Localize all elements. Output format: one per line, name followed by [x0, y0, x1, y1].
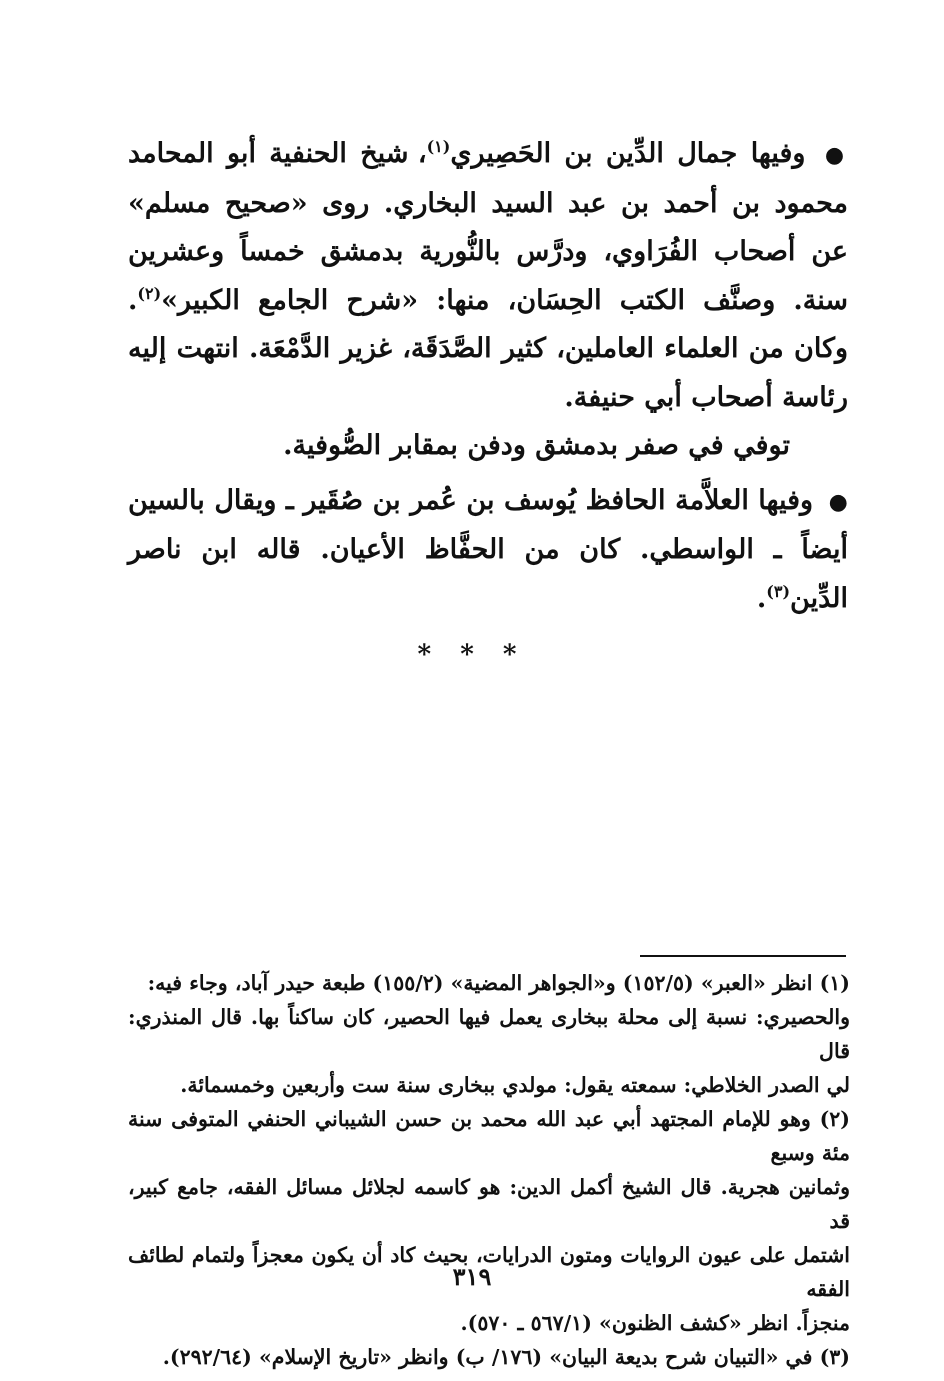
- footnote-1-line: والحصيري: نسبة إلى محلة ببخارى يعمل فيها الحصير، كان ساكناً بها. قال المنذري: قال: [128, 1005, 850, 1063]
- entry-text: وفيها العلاَّمة الحافظ يُوسف بن عُمر بن صُقَير ـ ويقال بالسين أيضاً ـ الواسطي. كان من الحفَّاظ الأعيان. قاله ابن ناصر الدِّين: [128, 484, 848, 614]
- footnote-2-line: (٢) وهو للإمام المجتهد أبي عبد الله محمد بن حسن الشيباني الحنفي المتوفى سنة مئة وسبع: [128, 1107, 850, 1165]
- section-separator: * * *: [417, 640, 527, 670]
- footnote-ref[interactable]: (١): [426, 137, 451, 156]
- bullet-icon: ●: [828, 488, 848, 515]
- entry-wasiti: [128, 477, 848, 624]
- main-text: [128, 130, 848, 623]
- entry-text-end: . وكان من العلماء العاملين، كثير الصَّدَقَة، غزير الدَّمْعَة. انتهت إليه رئاسة أصحاب أبي حنيفة.: [128, 284, 848, 413]
- bullet-icon: ●: [824, 142, 849, 168]
- footnote-2-line: منجزاً. انظر «كشف الظنون» (٥٦٧/١ ـ ٥٧٠).: [460, 1311, 850, 1335]
- footnote-divider: [640, 955, 846, 957]
- footnote-1-line: (١) انظر «العبر» (١٥٢/٥) و«الجواهر المضية» (١٥٥/٢) طبعة حيدر آباد، وجاء فيه:: [147, 971, 850, 995]
- footnote-2-line: وثمانين هجرية. قال الشيخ أكمل الدين: هو كاسمه لجلائل مسائل الفقه، جامع كبير، قد: [128, 1175, 850, 1233]
- entry-text-continued: ، شيخ الحنفية أبو المحامد محمود بن أحمد بن عبد السيد البخاري. روى «صحيح مسلم» عن أصحاب الفُرَاوي، ودرَّس بالنُّورية بدمشق خمساً وعشرين سنة. وصنَّف الكتب الحِسَان، منها: «شرح الجامع الكبير»: [128, 138, 848, 316]
- entry-hasiri: [128, 130, 848, 422]
- entry-text: وفيها جمال الدِّين بن الحَصِيري: [450, 138, 806, 169]
- page-number: ٣١٩: [452, 1262, 492, 1291]
- footnote-2-line: اشتمل على عيون الروايات ومتون الدرايات، بحيث كاد أن يكون معجزاً ولتمام لطائف الفقه: [128, 1243, 850, 1301]
- footnote-3-line: (٣) في «التبيان شرح بديعة البيان» (١٧٦/ ب) وانظر «تاريخ الإسلام» (٢٩٢/٦٤).: [162, 1345, 850, 1369]
- footnote-1-line: لي الصدر الخلاطي: سمعته يقول: مولدي ببخارى سنة ست وأربعين وخمسمائة.: [180, 1073, 850, 1097]
- entry-text-end: .: [756, 582, 767, 614]
- footnote-ref[interactable]: (٣): [766, 581, 791, 601]
- footnote-ref[interactable]: (٢): [137, 283, 162, 303]
- footnotes: [128, 966, 850, 1374]
- entry-death-note: توفي في صفر بدمشق ودفن بمقابر الصُّوفية.: [283, 430, 790, 461]
